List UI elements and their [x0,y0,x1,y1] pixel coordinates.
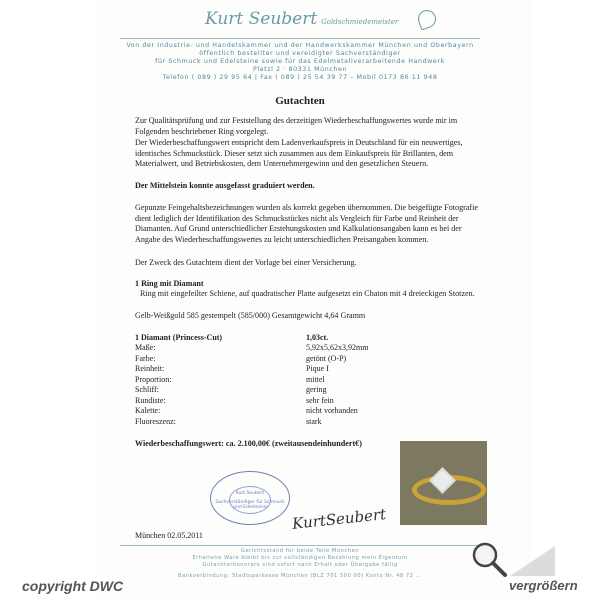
stamp-name: Kurt Seubert [235,491,265,496]
diamond-property-label: Fluoreszenz: [135,416,176,426]
ring-photo [400,441,487,525]
footer-line-4: Bankverbindung: Stadtsparkasse München (BLZ 701 500 00) Konto Nr. 48 72 ... [177,573,423,579]
letterhead-line-1: Von der Industrie- und Handelskammer und der Handwerkskammer München und Oberbayern [126,42,474,49]
stamp-text: Sachverständiger für Schmuck und Edelsteine [215,500,285,510]
diamond-carat: 1,03ct. [306,333,329,342]
letterhead-divider [120,38,480,39]
signature: KurtSeubert [291,505,387,533]
value-definition-paragraph: Der Wiederbeschaffungswert entspricht dem Ladenverkaufspreis in Deutschland für ein neuwertiges, identisches Schmuckstück. Dieser setzt sich zusammen aus dem Einkaufspreis für Brillanten, dem Materialwert, und Betriebskosten, dem Unternehmergewinn und den gesetzlichen Steuern. [135,138,463,169]
diamond-property-value: stark [306,416,322,426]
diamond-property-value: getönt (O-P) [306,353,347,363]
diamond-property-label: Reinheit: [135,364,165,373]
page-curl [510,546,555,576]
diamond-heading: 1 Diamant (Princess-Cut) [135,333,223,342]
document-title: Gutachten [275,95,325,107]
letterhead-address: Platzl 2 · 80331 München [252,66,348,73]
intro-paragraph: Zur Qualitätsprüfung und zur Feststellung des derzeitigen Wiederbeschaffungswertes wurde mir im Folgenden beschriebener Ring vorgelegt. [135,116,458,136]
footer-divider [120,545,480,546]
diamond-property-value: 5,92x5,62x3,92mm [306,343,369,352]
item-heading: 1 Ring mit Diamant [135,279,204,288]
footer-line-3: Gutachterhonorare sind sofort nach Erhalt oder Übergabe fällig [202,562,398,568]
graded-note: Der Mittelstein konnte ausgefasst graduiert werden. [135,181,315,190]
letterhead-brand [205,9,398,29]
letterhead-phones: Telefon ( 089 ) 29 95 64 | Fax ( 089 ) 25 54 39 77 – Mobil 0173 86 11 948 [162,74,438,81]
footer-line-2: Erhaltene Ware bleibt bis zur vollständigen Bezahlung mein Eigentum [192,555,408,561]
item-description: Ring mit eingefeilter Schiene, auf quadratischer Platte aufgesetzt ein Chaton mit 4 dreieckigen Stotzen. [140,289,475,298]
brand-subtitle: Goldschmiedemeister [321,18,399,26]
diamond-property-label: Farbe: [135,353,156,363]
diamond-property-value: sehr fein [306,395,334,405]
item-material: Gelb-Weißgold 585 gestempelt (585/000) Gesamtgewicht 4,64 Gramm [135,311,366,320]
diamond-property-value: nicht vorhanden [306,406,358,415]
brand-name: Kurt Seubert [205,9,318,29]
purpose-paragraph: Der Zweck des Gutachtens dient der Vorlage bei einer Versicherung. [135,258,357,267]
replacement-value: Wiederbeschaffungswert: ca. 2.100,00€ (zweitausendeinhundert€) [135,439,362,448]
notes-paragraph: Gepunzte Feingehaltsbezeichnungen wurden als korrekt gegeben übernommen. Die beigefügte Fotografie dient lediglich der Identifikation des Schmuckstückes nicht als Vergleich für Farbe und Reinheit der Diamanten. Auf Grund unterschiedlicher Erstehungskosten und Kalkulationsangaben kann es bei der Angabe des Wiederbeschaffungswertes zu leicht unterschiedlichen Preisangaben kommen. [135,203,478,245]
footer-line-1: Gerichtsstand für beide Teile München [240,548,360,554]
letterhead-line-3: für Schmuck und Edelsteine sowie für das Edelmetallverarbeitende Handwerk [155,58,445,65]
magnifier-icon[interactable] [470,540,508,578]
place-date: München 02.05.2011 [135,531,203,540]
zoom-link[interactable]: vergrößern [509,578,578,593]
diamond-property-label: Schliff: [135,385,159,394]
official-stamp [210,471,290,525]
diamond-property-label: Proportion: [135,374,172,384]
letterhead-line-2: öffentlich bestellter und vereidigter Sachverständiger [199,50,401,57]
diamond-property-label: Maße: [135,343,156,352]
copyright-label: copyright DWC [22,578,124,594]
diamond-property-label: Kalette: [135,406,161,415]
diamond-property-value: mittel [306,374,325,384]
diamond-property-label: Rundiste: [135,395,166,405]
diamond-property-value: Pique I [306,364,329,373]
diamond-property-value: gering [306,385,327,394]
